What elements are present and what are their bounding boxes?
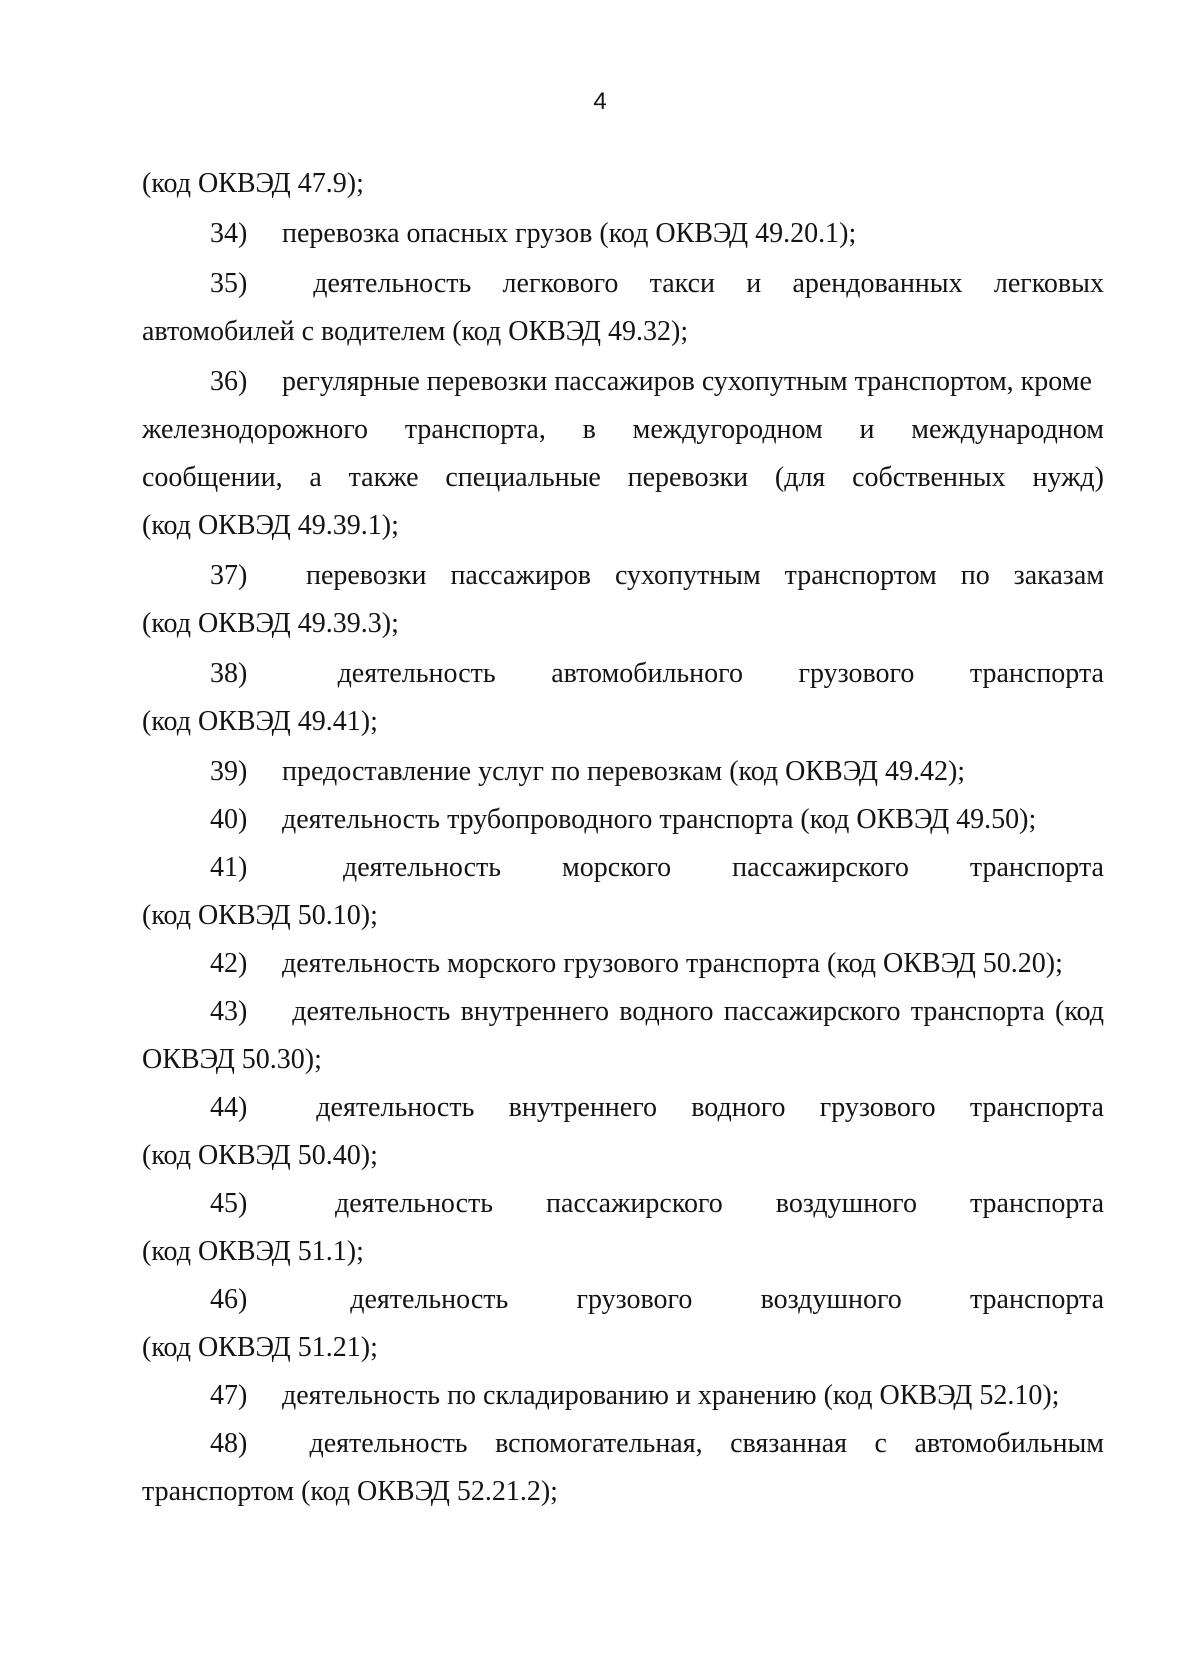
- list-item-36: [142, 358, 1104, 406]
- item-text: деятельность трубопроводного транспорта (код ОКВЭД 49.50);: [282, 804, 1037, 835]
- word: автомобильным: [914, 1428, 1104, 1459]
- item-number: 48): [210, 1428, 248, 1459]
- word: пассажирского: [732, 852, 909, 883]
- item-continuation: транспортом (код ОКВЭД 52.21.2);: [142, 1476, 558, 1507]
- word: транспорта: [969, 658, 1104, 689]
- word: внутреннего: [508, 1092, 658, 1123]
- word: воздушного: [760, 1284, 902, 1315]
- list-item-38: [142, 650, 1104, 698]
- word: деятельность: [309, 1428, 468, 1459]
- item-continuation: ОКВЭД 50.30);: [142, 1044, 322, 1075]
- word: автомобильного: [551, 658, 743, 689]
- word: и: [746, 268, 762, 299]
- word: (для: [774, 462, 826, 493]
- word: связанная: [730, 1428, 848, 1459]
- list-item-44: [142, 1084, 1104, 1132]
- list-item-39: [142, 748, 1104, 796]
- item-text: деятельность морского грузового транспорта (код ОКВЭД 50.20);: [282, 948, 1063, 979]
- word: транспорта: [969, 852, 1104, 883]
- item-number: 37): [210, 560, 248, 591]
- list-item-35: [142, 260, 1104, 308]
- item-continuation: (код ОКВЭД 51.21);: [142, 1332, 378, 1363]
- word: деятельность: [334, 1188, 494, 1219]
- item-continuation: (код ОКВЭД 51.1);: [142, 1236, 364, 1267]
- item-number: 45): [210, 1188, 248, 1219]
- word: деятельность: [337, 658, 496, 689]
- item-continuation: (код ОКВЭД 50.10);: [142, 900, 378, 931]
- word: также: [348, 462, 419, 493]
- word: грузового: [819, 1092, 936, 1123]
- word: транспорта,: [404, 414, 546, 445]
- list-item-48: [142, 1420, 1104, 1468]
- item-text: предоставление услуг по перевозкам (код ОКВЭД 49.42);: [282, 756, 966, 787]
- word: и: [859, 414, 875, 445]
- item-36-line-3: [142, 454, 1104, 502]
- item-number: 38): [210, 658, 248, 689]
- list-item-37: [142, 552, 1104, 600]
- word: перевозки: [305, 560, 427, 591]
- word: внутреннего: [460, 996, 609, 1027]
- word: заказам: [1013, 560, 1104, 591]
- item-number: 39): [210, 756, 248, 787]
- word: а: [309, 462, 322, 493]
- item-number: 47): [210, 1380, 248, 1411]
- word: международном: [911, 414, 1104, 445]
- word: пассажирского: [546, 1188, 723, 1219]
- word: специальные: [445, 462, 601, 493]
- word: воздушного: [775, 1188, 917, 1219]
- item-continuation: (код ОКВЭД 50.40);: [142, 1140, 378, 1171]
- item-text: деятельность по складированию и хранению (код ОКВЭД 52.10);: [282, 1380, 1060, 1411]
- list-item-34: [142, 210, 1104, 258]
- item-text: регулярные перевозки пассажиров сухопутным транспортом, кроме: [282, 366, 1092, 397]
- word: деятельность: [292, 996, 451, 1027]
- item-continuation: (код ОКВЭД 49.39.1);: [142, 510, 399, 541]
- list-item-42: [142, 940, 1104, 988]
- word: транспорта: [969, 1092, 1104, 1123]
- item-number: 41): [210, 852, 248, 883]
- list-item-40: [142, 796, 1104, 844]
- item-continuation: автомобилей с водителем (код ОКВЭД 49.32);: [142, 316, 689, 347]
- word: водного: [691, 1092, 786, 1123]
- word: (код: [1055, 996, 1104, 1027]
- list-item-47: [142, 1372, 1104, 1420]
- item-number: 42): [210, 948, 248, 979]
- word: в: [582, 414, 596, 445]
- word: деятельность: [342, 852, 502, 883]
- item-number: 44): [210, 1092, 248, 1123]
- list-item-41: [142, 844, 1104, 892]
- word: арендованных: [792, 268, 963, 299]
- list-item-46: [142, 1276, 1104, 1324]
- item-number: 46): [210, 1284, 248, 1315]
- word: пассажирского: [723, 996, 901, 1027]
- word: пассажиров: [450, 560, 592, 591]
- word: вспомогательная,: [495, 1428, 703, 1459]
- word: с: [874, 1428, 887, 1459]
- word: деятельность: [313, 268, 472, 299]
- word: деятельность: [316, 1092, 475, 1123]
- word: такси: [649, 268, 715, 299]
- word: перевозки: [627, 462, 749, 493]
- item-continuation: (код ОКВЭД 49.41);: [142, 706, 378, 737]
- word: сухопутным: [614, 560, 761, 591]
- word: транспорта: [969, 1284, 1104, 1315]
- word: собственных: [852, 462, 1006, 493]
- word: водного: [619, 996, 714, 1027]
- word: транспорта: [910, 996, 1045, 1027]
- word: легковых: [993, 268, 1104, 299]
- item-number: 34): [210, 218, 248, 249]
- item-number: 36): [210, 366, 248, 397]
- item-text: перевозка опасных грузов (код ОКВЭД 49.20.1);: [282, 218, 857, 249]
- word: нужд): [1032, 462, 1104, 493]
- word: грузового: [798, 658, 915, 689]
- item-number: 43): [210, 996, 248, 1027]
- item-number: 40): [210, 804, 248, 835]
- page-number: 4: [593, 88, 607, 115]
- item-continuation: (код ОКВЭД 49.39.3);: [142, 608, 399, 639]
- continuation-line: (код ОКВЭД 47.9);: [142, 168, 364, 199]
- list-item-45: [142, 1180, 1104, 1228]
- word: сообщении,: [142, 462, 283, 493]
- word: деятельность: [350, 1284, 509, 1315]
- word: транспорта: [969, 1188, 1104, 1219]
- word: по: [960, 560, 990, 591]
- word: транспортом: [784, 560, 937, 591]
- word: легкового: [502, 268, 619, 299]
- word: морского: [562, 852, 672, 883]
- document-body: [142, 160, 1104, 1516]
- word: грузового: [576, 1284, 693, 1315]
- item-number: 35): [210, 268, 248, 299]
- word: междугородном: [632, 414, 823, 445]
- word: железнодорожного: [142, 414, 369, 445]
- item-36-line-2: [142, 406, 1104, 454]
- list-item-43: [142, 988, 1104, 1036]
